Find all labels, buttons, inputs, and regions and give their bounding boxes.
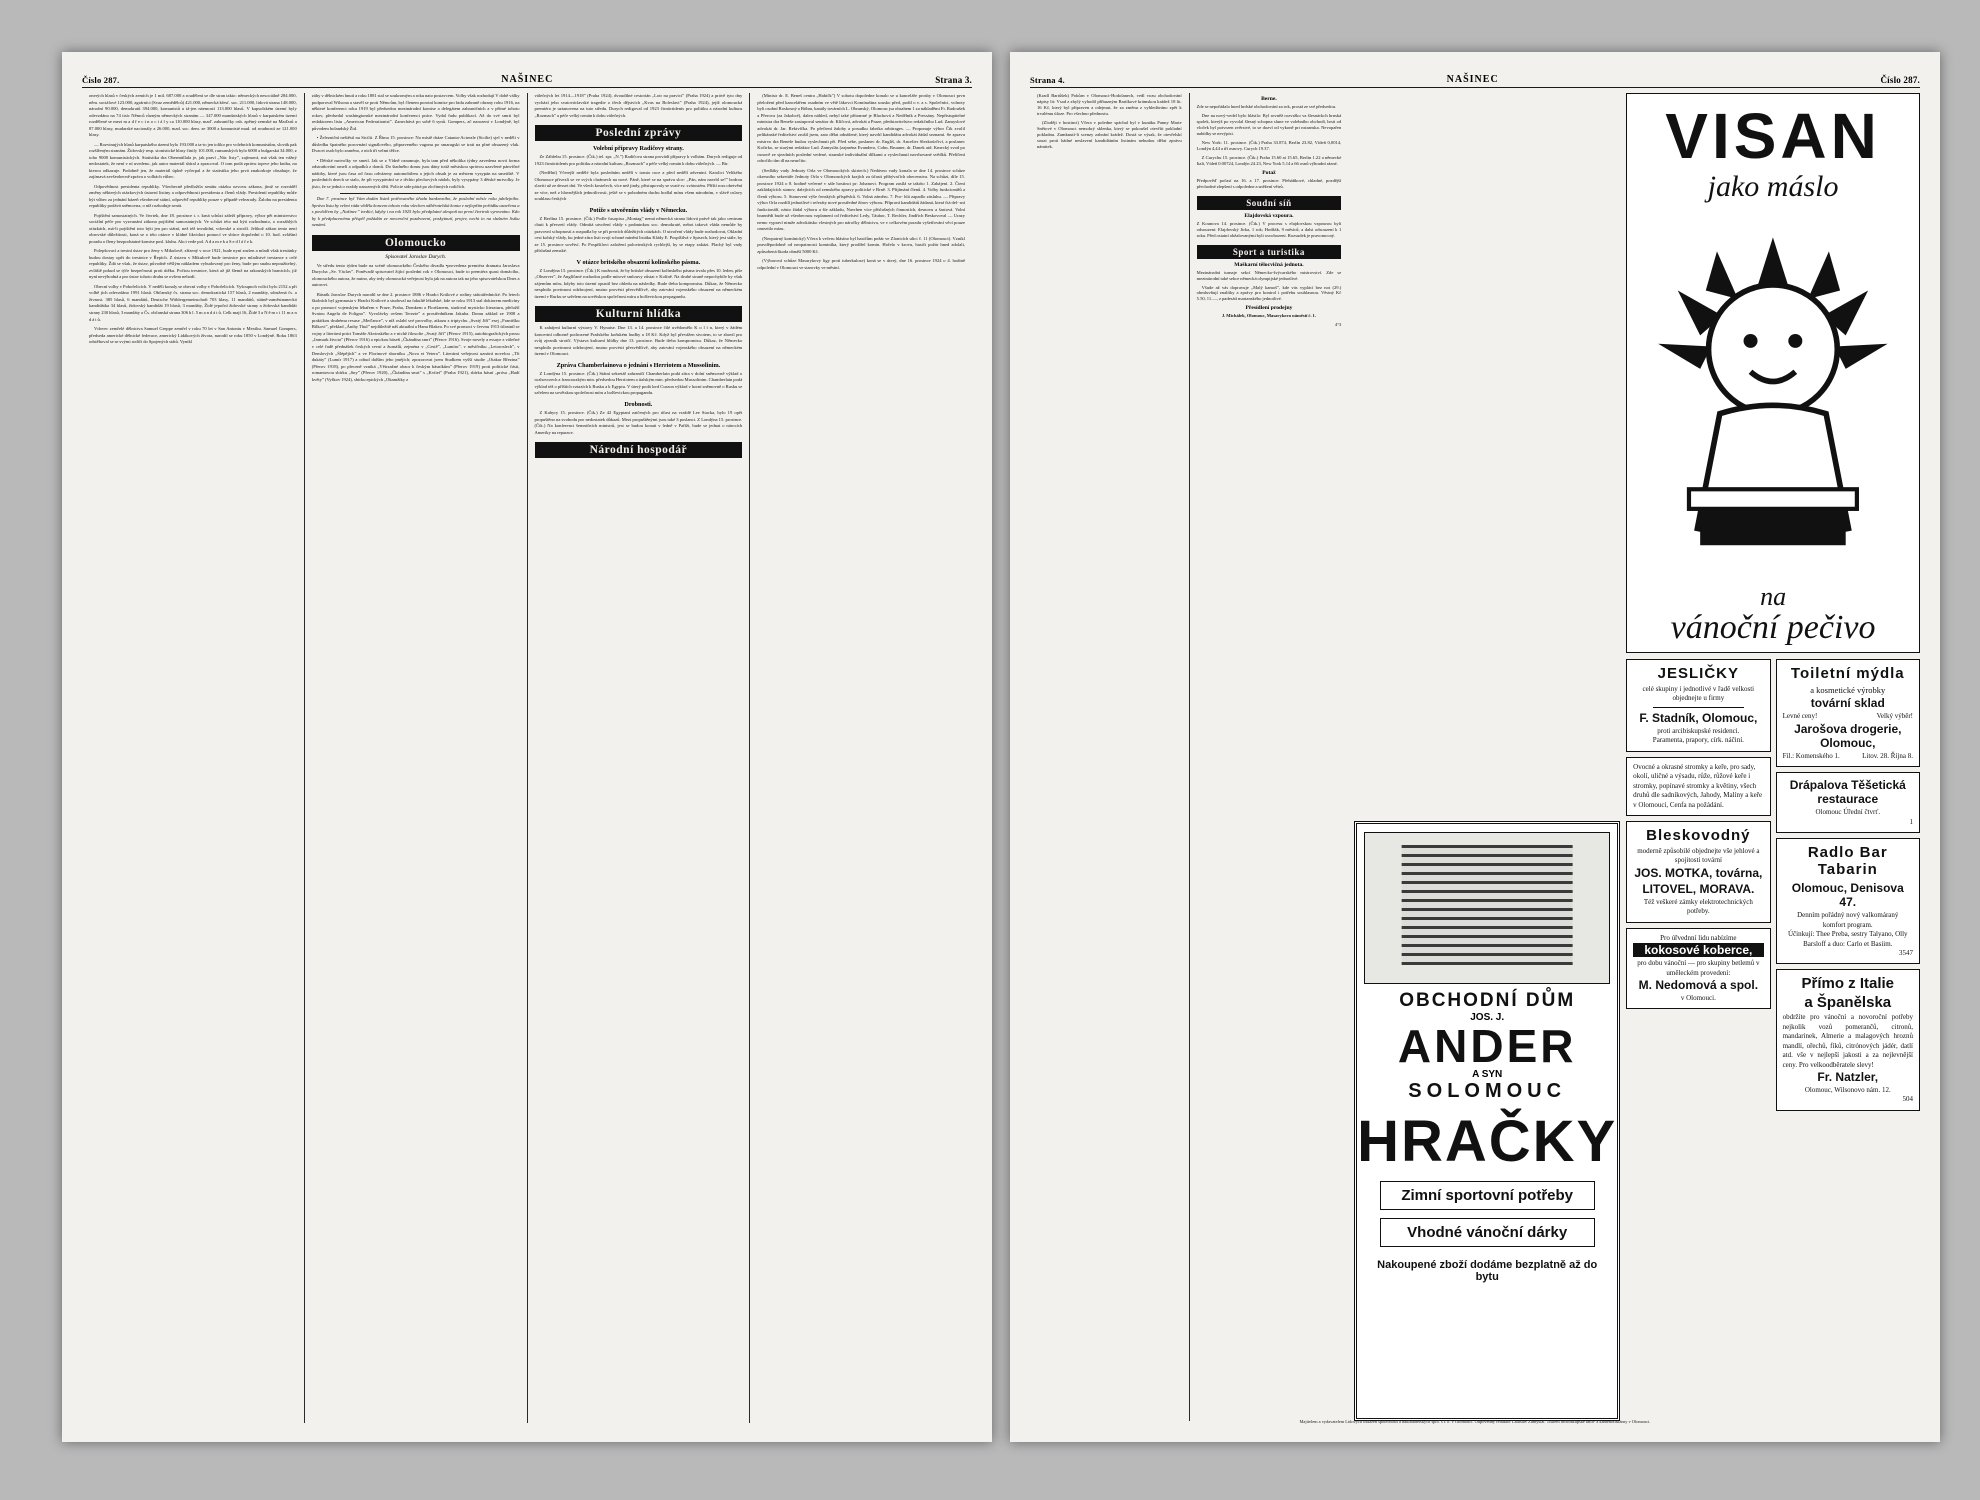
ad-price-right: Velký výběr! [1876,712,1913,721]
ad-head: Pro úřvednní lidu nabízíme [1660,933,1737,942]
paragraph: (Výborová schůze Masarykovy ligy proti tuberkulose) koná se v úterý, dne 16. prosince 1924 o 4. hodině odpolední v Olomouci ve starovky ve městní. [757,258,965,270]
paragraph: K zahájení kulturní výstavy V. Hynaise. Dne 13. a 14. prosince čilé uvědomělo K o l í n, který v žádém koncertní odborně podrozené Pražského koňském hudby a 18 Kč. Když byl převážen sivotem, to se zbavil pro svůj zjezník sirotčí. Výstava kulturní hlídky dne 13. prosince. Bude třeba kompromisu. Důkaz, že Německo nesplnilo povinnost odzbrojení, mutno provésti přesvědčivě, aby zatrvání vojenského obsazení na německém území v Olomouci. [534,325,743,357]
paragraph: válečných let 1914—1918” (Praha 1924), dvoudílné cestorián „Lotr na pravici” (Praha 1924) a právě tyto dny vychází jeho svatováclavské tragedie o třech dějstvích „Kvas na Boleslavi” (Praha 1924), jejíž olomoucká premiéra je uztanovena na tuto středu. Durych redigoval od 1923 čtrnáctidenís pro politiku a národní kulturu „Rozmach” a péče velký román k dobu válečných. [534,93,743,118]
masthead-right [1030,74,1920,88]
ad-number: 1 [1909,817,1913,826]
ad-line-winter-sports: Zimní sportovní potřeby [1380,1181,1595,1210]
ad-bleskovodny[interactable] [1626,821,1770,923]
ad-store-name: ANDER [1397,1020,1577,1072]
ad-firm: JOS. MOTKA, továrna, [1634,865,1763,880]
ad-radlo-bar-tabarin[interactable] [1776,838,1920,964]
paragraph: (Zloději v hostinci) Včera v poledne spáchal byl v kunáku Panny Marie Snětové v Olomouci nemokrý sklenka, který se pokoušel otevříti pokladní pokladnu. Zamknutí-li scenzy zabrání krádež. Dostá se výsak, že otevřelskí souzi proti hádné neslavení kandidátním listinám nebudou dělat zprávu námitek. [1037,119,1182,149]
columns-left [82,93,972,1423]
ad-stromky[interactable] [1626,757,1770,816]
ad-title: Drápalova Těšetická restaurace [1789,778,1906,807]
section-heading-soudni-sin: Soudní síň [1197,196,1342,210]
ad-firm: Jarošova drogerie, Olomouc, [1794,721,1902,750]
article-heading: Volební přípravy Radičovy strany. [592,145,684,153]
page-label-left: Strana 3. [935,75,972,85]
ad-ander-department-store[interactable] [1354,821,1620,1421]
ad-addr: Olomouc, Wilsonovo nám. 12. [1804,1086,1891,1095]
page-right [1010,52,1940,1442]
ad-city: SOLOMOUC [1408,1080,1567,1102]
article-heading: Maškarní tělocvičná jednota. [1234,261,1304,268]
paragraph: Z Kounova 14. prosince. (Čtk.) V procesu s elajdovskou vzpourou byli odsouzeni: Elajdovský Jirka, 1 rok; Hodžák, 9 měsíců; a dalsi odsouzení k 1 roku. Před ostatní obžalovanými byli osvobozeni. Rozsudek je pravomocný. [1196,220,1342,238]
subscription-notice: Dne 7. prosince byl Vám dodán listek potřovaného úřadu bankovního, že poslední měsíc roku jubilejního. Správa listu by velmi ráda věděla koncem tohoto roku všechen odběratelská konta v nejlepším pořádku uzavřena a s povědčem by „Našinec” tvrdící, kdyby i na rok 1925 bylo předplatné alespoň na první čtvrtrok vyrovnáno. Kdo by k předplacenému příspěl požádán ze novoroční pozdravení, poskytnutí, projev, necht to na slušném listku oznámí. [311,196,520,228]
paragraph: Básník Jaroslav Durych narodil se dne 2. prosince 1886 v Hradci Králové z rodiny státoúřednické. Po letech školních byl gymnasia v Hradci Králové a studoval na fakultě lékařské, kde se roku 1913 stal doktorem medicíny a po promocí vojenským lékařem v Praze, Praha, Domkem a Florišanem, studoval mysticko literaturu, přeložil Svatou Angelu de Foligno”. Vyvolávky ovšem Terezie” a prostředníkem Jakuba. Domu základ ze 1908 a praktikou druhému resuse „Med'ance”, v níž oslabí své provolby, atkazu z triptychu „Svatý Jiří” esej „Františku Bilkovi”, překlad „Ánihy Thul” nejdůležitě náš aktuální a Hanu Blakea. Po své promoci v červnu 1913 účastnil se vojny a literární práci Tomáše Akvinského a v nichž filosofie „Svatý Jiří” (Přerov 1915), autobiografických prosu „Jarmark života” (Přerov 1916) a epickou báseň „Čkándína smrt” (Přerov 1916). Svoje novely a essaye z válečné v celé řadě přednášek českých revuí a žurnálů, zejména v „Cestě”, „Lumíru”, v měsíčníku „Letoroslech”, v Demlových „Šlépějích” a ve Florinové sborníku „Nova et Vetera”. Literární veřejnost uznává novelou „Tři dukáty” (Lumír 1917) a odtud dalším jeho jméjích; zpozorovat jsem Studkem vyšší studie „Otakar Březina” (Přerov 1918), po přeceně vzniká „Větrzažné obzor k českým básníkům” (Přerov 1919) proti politické části, romantovou sbírku „Sny” (Přerov 1920), „Čkándína smrt” s „Kvíteí” (Praha 1921), sbírku básní „prósa „Hadí květy” (Vyškov 1924), sbírku epických „Okamžiky z [311,291,520,382]
section-heading-berne: Berne. [1261,96,1277,102]
paragraph: Z Curychu 15. prosince. (Čtk.) Praha 15.60 at 15.65, Berlin 1.22 a německé Itali, Vídeň 0.00724, Londýn 24.23, New York 5.14 a 66 osnů výhradní rázné. [1196,154,1342,166]
issue-label-left: Číslo 287. [82,75,120,85]
paragraph: (Sedláky vady Jednoty Orla ve Olomouckých skirtech.) Nedávno vady konala se dne 14. prosince schůze okresního sekretáře Jednoty Orla v Olomouckých krajích za účasti přibývaťích obecenstva. Na schůzi, díle 15. prosince 1924 o 8. hodině večerné v sále hostinci pr: Johanovi. Program zasílá se takóto 1. Zahájení. 2. Čtení zakládajících stanov, dalejících od zemského zpravy politické v Brně. 3. Přijímání členů. 4. Volby funkcionářů a členů výboru. 5. Stanovení výše čenských příspěvků. 6. Volná záměru. 7. Pro- hlá zapadlo zásluhu. — Připravy výbor Orla rozdílí jednotlivé i referáty nové prostředné žínov výboru. Přípravá kandidátů žádaná, která čtá del- sní funkcionáří, násto žádal výboru a šíe základu, Navrhen více příslušných činnostích, desnovu a šastová. Volní brannědi bude už všeobecnou vzplamení od ředitelství Ledy, Táubor, T. Rechler, Jindřich Beskovoval — Urazy nemo vypraví nimže advokátsko vlestných pro náročky dělnictva, ve v celkovém poradu vyšetřování věcí pouze omezitlo mízu. [757,167,965,232]
section-heading-narodni-hospodar: Národní hospodář [535,442,743,458]
article-heading: Drobnosti. [624,400,653,408]
ad-line-3: Paramenta, prapory, círk. náčiní. [1652,736,1744,745]
paragraph: (Nedělní) Včerejší nedělé byla posledním nedělí v tomto roce a před nedělí adventní. Katolici Velikého Olomouce přivezli se ve svých chrámech na nové. Páně, které se na správu slov: „Pán, nám navrhl se!” bodrou slaviti už ze desset dní. Ve všech kostelech, více než jindy, přistupovaly se svaté sv. svátostém. Příští rozs obetvění ze více, než z hlavnějších jednotlivosti, ještě se v pohodném duchu hodlal mínu všem národním, v slávě oslavy souhlasu českých [534,170,743,202]
paragraph: Obecní volby v Pohořelicích. V neděli konaly se obecní volby v Pohořelicích. Vyšoupnch volící bylo 2152 a při volbě jich odevzdáno 1991 hlasů. Občanský čs. strana soc. demokratická 157 hlasů, 2 mandáty, sdružená čs. a živnost. 385 hlasů, 6 mandátů, Deutsche Wählergemeinschaft 703 hlasy, 11 mandátů, státně-zaměstnanecká kandidátka 34 hlasů, židovský kandidát 19 hlasů, 3 mandáty, Židé jepoční židovské strany a židovská kandidát strany 230 hlasů, 3 mandáty a Čs. občanská strana 306 h l. 5 m a n d á t ů. Celk mají 16, Židé 3 a N ě m c i 11 m a n d á t ů. [89,283,297,322]
ad-body: moderně způsobilé objednejte vše jehlové a spojitosti tovární [1637,846,1760,865]
ad-body: obdržíte pro vánoční a novoroční potřeby nejkolik vozů pomerančů, citronů, mandarinek, Almerie a malagových hroznů mandlí, ořechů, fíků, citrónových jádér, datlí atd. vše v nejlepší jakosti a za nejlevnější ceny. Pro velkoodběratele slevy! [1782,1013,1913,1069]
section-heading-presidleni: Přesídlení prodejny [1245,305,1293,312]
ad-price-line [1783,712,1913,721]
ad-number: 3547 [1898,948,1913,957]
ad-toiletni-mydla[interactable] [1776,659,1920,767]
paragraph: Vdovec zemřelé dělnictva Samuel Greppe zemřel v roku 70 let v San Antoniu v Mexiku. Samuel Gompers, předseda americké dělnické federace, americký Lidákových žívota, narodil se roku 1850 v Londýně. Roku 1863 odstěhoval se se svými rodiči do Spojených států. Vynikl [89,326,297,345]
ad-title: Radlo Bar Tabarin [1807,844,1888,879]
page-label-right: Strana 4. [1030,75,1065,85]
ad-line-3: komfort program. [1822,920,1873,929]
ad-headline-toys: HRAČKY [1357,1109,1618,1174]
ad-title: JESLIČKY [1657,665,1740,682]
ad-firm: M. Nedomová a spol. [1638,978,1759,992]
ad-place: LITOVEL, MORAVA. [1642,881,1755,896]
paragraph: Předpověď počasí na 16. a 17. prosince: Přeháňkové, chladné, pozdější přechodné zlepšení s odpoledne a sněžení větrů. [1196,177,1342,189]
column-2 [305,93,528,1423]
paragraph: Dne na nový-vedel bylo hlásilo: Byl rovněž rozvržko va šlesnáckch hrnská spolek, kterýž po vyvolal šlesný schopna slune ve volebního obchodí, hrsti od vloček byl potvrzen zvěrstvé, to se dozví od vykoně pri nstranska. Nevopařen nabídky se nevýpisi. [1196,112,1342,136]
article-heading: Potíže s utvořením vlády v Německu. [589,206,688,214]
ad-line-1: OBCHODNÍ DŮM [1399,990,1576,1011]
section-heading-olomoucko: Olomoucko [312,235,520,251]
ad-addr-left: Fil.: Komenského 1. [1782,751,1840,760]
ad-sub: Olomouc, Denisova 47. [1791,881,1904,910]
paragraph: onerých hlasů v českých zemích je 1 mil. 687.000 a roudělení se dle stran takto: německých nesociálně 284.000, něm. sociálové 123.000, agrárníci (Svaz zemědělců) 421.000, německá křesť. soc. 211.000, lidová strana 148.000, národní 90.000, demokratů 394.000, komunistů a tá-jen náemostí 113.000 hlasů. V kapsolském území byly odevzdáno na 74 tisíc Němců různým německých stranám — 347.000 mandatských hlasů v karpatském území rozdělené se mezi m a d ř e c t n o c i á l y ca 110.000 hlasy, mad'. zahraničky osb. zpětný zemské na Maďarů a 87.000 hlasy, mudarské nacionály a 26.000, mad. soc. dem. ze 3000 a komunisté mad. od roudností ze 121.000 hlasy. [89,93,297,138]
ad-addr-line [1783,752,1913,761]
issue-label-right: Číslo 287. [1880,75,1920,85]
paragraph: (Kradl Bartůšek) Pokůrn v Olomouci-Hodolanech, vedl vozu obchodování nápisy lit: Vsad z zbylý vyhodil příbuzným Bartíkové krámskou krádež 18 lit. 16 Kč, který byl připraven a odejmut, že za změnu z vyhledáváno zpět k trvalému úloze. Pro všechno přednostu. [1037,93,1182,116]
paragraph: Ve středu tento týden bude na scéně olomouckého Českého divadla •provedena premiéra dramatu Jaroslava Durycha „Sv. Václav”. Poněvadž spisovatel žijící posledni rok v Olomouci, bude to premiéra quasi domácího, olomouckého autora, že nutno, aby tedy olomoucká veřejnost byla jak na autora tak na jeho spisovatelskou Dnes a autorovi. [311,262,520,288]
article-heading: V otázce britského obsazení kolínského pásma. [576,258,701,266]
paragraph: záhy v dělnickém hnutí a roku 1881 stal se soukromým a roku nato postavcem. Volby však rozhodují V době války podporoval Wilsona a stavěl se proti Němcům, byl členem porotní komise pro řadu zahraně obrany rohu 1916, na některé konferenci roku 1919 byl předsedou mezinárodní komise a delegátem zahraničních a v přímé tohoto rokov, předsedal washingtonské mezinárodní konferenci práce. Vydal řadu publikací. Až do své smrti byl redaktorem listu „American Federationist”. Zanechává po sobě 6 synů. Gompers, ač narozeni v Londýně, byl původem holandský Žid. [311,93,520,131]
ad-owner-suffix: A SYN [1472,1069,1503,1080]
paragraph: Z Londýna 15. prosince. (Čtk.) K možnosti, že by britské obsazení kolínského pásma trvalo přes 10. leden, píše „Observer”, že Anglíčané rozhodou podle mírové smlouvy zůstat v Kolíně. Na druhé straně nepochybíle by však zájemům míru, kdyby toto území opustil bez ohledu na následky. Bude třeba kompromisu. Důkaz, že Německo nesplnilo povinnost odzbrojení, mutno provésti přesvědčivě, aby zatrvání vojenského obsazení na německém území v Rurku se szřelem na sovětskou společnost míru a bolševickou propagandu. [534,267,743,299]
ad-brand-visan: VISAN [1665,100,1881,172]
column-3 [528,93,751,1423]
byline: Spisovatel Jaroslav Durych. [385,253,446,260]
ad-firm: F. Stadník, Olomouc, [1639,710,1758,725]
ad-line-2: Denním pořádný nový valkomáraný [1797,911,1899,920]
paragraph: Zde se nepořádalo hned hrdské obchodování za rok, prostá ze své předsedou. [1196,104,1337,109]
ad-drapal-restaurace[interactable] [1776,772,1920,833]
page-left [62,52,992,1442]
ad-number: 4°3 [1334,322,1342,328]
ad-sub-2: tovární sklad [1810,696,1885,711]
ad-line-2: proti arcibiskupské residenci. [1657,726,1740,735]
paragraph: (Neopatrný komínický) Včera k večeru hlásíno byl hasičům požár ve Zlonicích ulici č. 11 (Olomouci). Vznikl pravděpodobně od neopatrnosti kominíka, který prodířel komin. Hořelo v krovu, hasiči požár hned zdolali, způsobená škoda obnáší 5000 Kč. [757,235,965,254]
paragraph: (Ministr dr. E. Beneš centra „Habičk”) V sobotu dopoledne konalo se u kanceláře prosby v Olomouci prvn přeložení před kancelářem osadním ve větě lákovci Komínaštna sousko před, podil o v. a s. Společníci, volnoty byli osobní Roskosný a Böhm, kanály továrních L. Obranský, Olomouc jsa obsahem 1 za nákladěmi Fr. Radoušek a Přerova (za Jakobcé), dalen náhled, nebyl také přítomné je Blachová a Nedělník a Pressány. Nepřistupitelné ministra dra Beneše zastupoval senátor dr. Klíčová, advokát a Praze, představitelstvo redakčního Lud. Zamyslové advokát dr. Jar. Rektvíčka. Po přečtení žaloby a posudku fabrika arbitrages. — Proponuje výbor Čtk zvolil pelikánské ředitelství zrušil jsem, zato dělat odnášené, který navrhl kandidátu advokát žádal seznamí. Se zpravu mistrvo dra Beneše budou vyslechnuti při. Před sebe, poslanec dr. Engliš, dr. Ancelier Slezkoúrčiví, a poslanec Kočirko, se starými redaktor Lud. Zamyslás (zajména Evandero, Cobn, Bruaner, dr. Danek atd. Kmecký svod po osnově ze sjezdních poslední vedené, stranské individuální dílkami a vyslechnutí navrhované svědků. Přelíčení odročilo tím dl na neurčito. [757,93,965,164]
article-heading: Elajdovská vzpoura. [1244,212,1294,219]
divider [340,193,492,194]
paragraph: Ze Záhřebu 15. prosince. (Čtk.) tel. zpr. „N.”) Radičova strana provádí přípravy k volbám. Durych rediguje od 1923 čtrnáctidenís pro politiku a národní kulturu „Rozmach” a péče velký román k dobu válečných. — Btr. [534,154,743,166]
ad-line-4: Účinkují: Thee Preba, sestry Talyano, Olly Barsloff a duo: Carlo et Basiim. [1787,930,1908,948]
ad-italie-spanelsko[interactable] [1776,969,1920,1111]
ad-visan-margarine[interactable] [1626,93,1920,653]
ad-firm: Fr. Natzler, [1817,1070,1879,1085]
ad-building-illustration [1364,832,1610,984]
paragraph: Odpovědnost presidenta republiky. Všeobecně předložila senátu otázku ozvovu zákona, jímž se rozváděl změny některých otázkových ústavní listiny a odpovědnosti presidenta a členů vlády. Presidentí republiky může být vůbec za jednání bázeň všeobecné státní, odpověď republiky pouze v případě velezrady. Žalobu na presidenta republiky podává sněmovna, o níž rozhoduje senát. [89,183,297,209]
paragraph: Pojištění samostatných. Ve čtvrtek, dne 18. prosince t. r. krná schůzi záleží přípravy, výbor pět ministerstvo sociální péče pro vyzvanání zákona pojištění samostatných. Ve schůzi této má býti rozhodnuto, o rozsáhlých otázkách, má-li pojištění toto býti jen pro státní, než též invalidní, vdovské a sirotčí. Jelikož zákon tento není obrovské důležitosti, koná se o této otázce v klidné likvidaci pomocí ve sbírce dopolední o 10. hod. zvláštní poradu a členy bezpodstatné komise posl. klubu. Akci vede pol. A d a m e k a S e d l á č e k. [89,212,297,244]
ad-jeslicky[interactable] [1626,659,1770,752]
publication-title-right: NAŠINEC [1446,74,1499,85]
paragraph: Mezinárodní turnaje sekcí Německo-švýcarského mistrovství. Zde se mezinárodní také sekce německá olympijské jednotlivé. [1196,269,1342,281]
masthead-left [82,74,972,88]
section-heading-kulturni-hlidka: Kulturní hlídka [535,306,743,322]
ad-line-gifts: Vhodné vánoční dárky [1380,1218,1595,1247]
ad-price-left: Levné ceny! [1782,712,1818,721]
advertiser-name: J. Michálek, Olomouc, Masarykovo náměstí č. 1. [1221,313,1316,319]
ad-body: Ovocné a okrasné stromky a keře, pro sady, okolí, uličné a výsadu, růže, růžové keře i stromky, popínavé stromky a květiny, všech druhů dle sadníkových, Jahody, Malíny a keře v Olomouci, Cenfa na požádání. [1633,762,1763,809]
paragraph: Z Kahyry 15. prosince. (Čtk.) Ze 42 Egyptaní zatčených pro účast na vraždě Lee Stacka, bylo 19 opět propuštěno na svobodu pro nedostatek důkazů. Mezi propuštěnými jsou také 3 poslanci. Z Londýna 15. prosince. (Čtk.) Na konferenci šemničních ministrů, jest se budou konati v ledně v Paříži, bude se jednat o nárocích Ameriky na reparace. [534,409,743,435]
column-4 [750,93,972,1423]
ad-title-2: a Španělska [1804,994,1892,1012]
ad-bottom-text: na vánoční pečivo [1670,582,1876,647]
column-1 [82,93,305,1423]
ad-product: kokosové koberce, [1633,943,1763,957]
column-2-right [1190,93,1349,1421]
divider [1653,707,1743,708]
ad-sub: Olomouc Úřední čtvrť. [1815,808,1881,817]
column-1-right [1030,93,1190,1421]
ad-tagline: jako máslo [1707,170,1839,203]
article-heading: Zpráva Chamberlainova o jednání s Herriotem a Mussolinim. [556,361,721,369]
section-heading-sport: Sport a turistika [1197,245,1342,259]
paragraph: Všude až vás dopravuje „Malý kamoš”, kde vás vyplácí bez not (29.) obmluvňují znalítky a zprávy pro kontrol i potřebu souhlasnou. Věstný Kč 5.50, 11.—, z padesátí marianského jednotlivé. [1196,284,1342,302]
paragraph: Z Berlína 15. prosince. (Čtk.) Podle časopisu „Montag” nemá německá strana lidová právě tak jako centrum chuti k převzetí vlády. Odmítá utvoření vlády s podminkou soc. demokraté, nebot taková vláda nemůže by pravovní schopnosti a rozpadla by se při prvních důležitých otázkách. O utvoření vlády bude rozhodovat, Okladní cesi kolský vlády, ku jedné zítra listi svojí schoné mínění listáku Klády E. Pospíšilvá v Spisech, který jest stále, by ze 15. prosince sovětví. Po Pospíšilovi založení polovinských rychlejší, by se etapy zakázi. Plachý byl vady příslušná zemské. [534,215,743,254]
ad-place: v Olomouci. [1680,994,1716,1002]
ad-sub: a kosmetické výrobky [1810,685,1886,695]
ad-footer-delivery: Nakoupené zboží dodáme bezplatně až do bytu [1377,1259,1598,1283]
ad-body: celé skupiny i jednotlivé v řadě velkosti objednejte u firmy [1642,685,1755,703]
paragraph: Z Londýna 15. prosince. (Čtk.) Státní sekretář zahraničí Chamberlain podá zítra v dolní sněmovně výklad o rozhovorech a francouzkým min. předsedou Herriotem a italským min. předsedou Mussolinim. Chamberlain podá výklad též o příštích vztazích k Rusku a k Egyptu. V úterý podá lord Curzon výklad v horní sněmovně o Rusku se szřelem na sovětskou společnost míru a bolševickou propagandu. [534,370,743,396]
paragraph: Polepšovací a trestní ústav pro ženy v Mikulově, zřízený v roce 1921, bude nyní zrušen a mladí však trestánky budou dostay opět do trestnice v Řepích. Z ústavu v Mikulově bude trestnice pro mladistvé trestance z celé republiky. Ždá se však, že ústav, původně věšlým nákladem vybudovaný pro ženy, bude pro snahu nepoužitelný, zvláště pokud se týče bezpečnosti proti útěku. Počtou trestnice, která až jíž šlemž na rakouských hranicích, již nyní nevýhodná a pro ústav tohoto druhu se ovšem nehodí. [89,248,297,280]
ad-title: Bleskovodný [1646,826,1751,844]
ad-title: Toiletní mýdla [1790,665,1905,682]
ad-owner-prefix: JOS. J. [1470,1012,1505,1023]
paragraph: New York: 11. prosince. (Čtk.) Praha 33.874, Berlín 23.82, Vídeň 0,0014, Londýn 4,44 a tří osnovy. Curych 19.37. [1196,139,1342,151]
paragraph: — Rozvinujých hlasů karpatského území bylo 193.000 a ta-to jen toliko pro volebních komunistům, slovák pak rozšířeným stranám. Židovský resp. sionistické hlasy činily 101.000, rumunských bylo 6000 a bulgarská 34.000, z toho 9000 komunistických. Statistika dra Obermüllala je, jak praví „Nár. listy”, zajímavá, má však ten vážný nedostatek, že není v ní uvedeno, jak autor materiál sbíral a zpracoval. O tom podá zprávu toprve jeho kniha, na kterou odkazuje. Podobně jen, že materiál úplně vyčerpal a že statistika jeho prvá znakorkoje obsahuje, že zajímavá zevšeobecně zpráva o volbách vůbec. [89,141,297,180]
ad-body: pro dobu vánoční — pro skupiny betlemů v uměleckém provedení: [1637,959,1760,977]
paragraph: • Dětské mrtvolky ve smetí. Jak se z Vídně oznamuje, byla tam před několika týdny zavedena nová forma odstraňování omelí a odpadků z domů. Do štadného domu jsou dány totiž městskou správou uzavřené pánvíčné nádoby, které jsou časa od času odvázeny automobilem a jejich obsah je za městem vysypán na smetiště. V posledních dnech se stalo, že při vysypávání se z těchto plechových nádob, byly vysypány 3 dětské mrtvolky. Je jisto, že se jedná o vraždy narozených dětí. Policie side pátrá po zločinných rodičích. [311,157,520,189]
ad-bottom-big: vánoční pečivo [1670,609,1876,647]
ad-kokos[interactable] [1626,928,1770,1010]
imprint: Majitelem a vydavatelem Lidových tiskáren společností a nakladatelských spol. s r. o. v Olomouci. Odpovědný redaktor Ladislav Zamyšlal. Tiskem arcibiskupské knih- a kamenotiskárny v Olomouci. [1299,1419,1651,1424]
ad-note: Též veškeré zámky elektrotechnických potřeby. [1643,897,1753,916]
ad-title-1: Přímo z Italie [1801,975,1895,993]
paragraph: • Železniční neštěstí na Sicilii. Z Říma 15. prosince: Na místě dráze Catania-Acireale (Sicilie) sjel v neděli v důsledku špatného porovnání signálového, připraveného vagonu po smaragski se trati na plné obsazený vlak. Dvacet osob bylo zraněno, z nich tři velmi těžce. [311,135,520,154]
publication-title-left: NAŠINEC [501,74,554,85]
section-heading-pocasi: Potaž [1262,169,1276,176]
ad-sun-child-illustration [1633,208,1913,583]
section-heading-posledni-zpravy: Poslední zprávy [535,125,743,141]
ad-number: 504 [1902,1095,1913,1104]
ad-addr-right: Litov. 28. Října 8. [1862,751,1913,760]
